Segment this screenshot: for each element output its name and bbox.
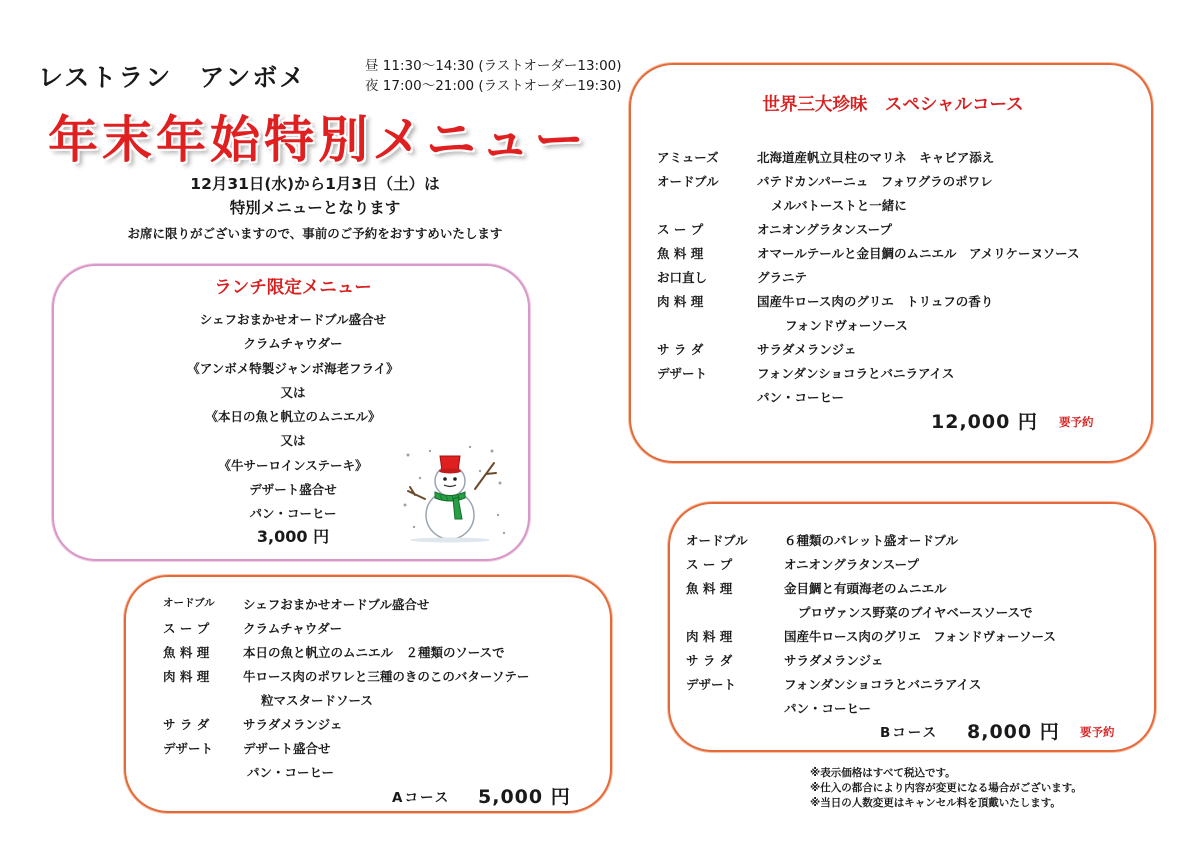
lunch-item: 《牛サーロインステーキ》 <box>218 457 368 473</box>
course-dish: シェフおまかせオードブル盛合せ <box>243 597 430 612</box>
course-dish: 粒マスタードソース <box>261 693 373 708</box>
intro-dates: 12月31日(水)から1月3日（土）は <box>190 175 440 193</box>
restaurant-name: レストラン アンボメ <box>38 63 307 92</box>
course-dish: パテドカンパーニュ フォワグラのポワレ <box>757 174 993 189</box>
course-category: お口直し <box>657 270 708 285</box>
course-category: オードブル <box>686 533 748 548</box>
lunch-price: 3,000 円 <box>256 527 330 546</box>
special-course-title: 世界三大珍味 スペシャルコース <box>762 95 1024 115</box>
course-dish: デザート盛合せ <box>243 741 331 756</box>
course-a-label: Aコース <box>392 790 451 806</box>
lunch-item: シェフおまかせオードブル盛合せ <box>199 312 387 327</box>
course-dish: 国産牛ロース肉のグリエ フォンドヴォーソース <box>784 629 1056 644</box>
course-dish: サラダメランジェ <box>243 717 343 732</box>
course-category: デザート <box>163 741 214 756</box>
special-course-price: 12,000 円 <box>931 411 1038 433</box>
business-hours <box>365 56 622 96</box>
lunch-item: デザート盛合せ <box>249 482 337 498</box>
snowman-illustration <box>400 443 510 547</box>
course-b-price: 8,000 円 <box>967 721 1060 743</box>
course-a-price: 5,000 円 <box>478 786 571 808</box>
course-category: 肉 料 理 <box>686 629 733 644</box>
hours-lunch: 昼 11:30〜14:30 (ラストオーダー13:00) <box>365 58 622 74</box>
intro-text <box>85 172 545 242</box>
lunch-item: 《アンボメ特製ジャンボ海老フライ》 <box>187 360 399 376</box>
course-category: デザート <box>686 677 737 692</box>
course-category: アミューズ <box>657 150 719 165</box>
reservation-required-badge: 要予約 <box>1059 415 1094 429</box>
footnote-cancellation: ※当日の人数変更はキャンセル料を頂戴いたします。 <box>810 797 1061 809</box>
footnote-tax: ※表示価格はすべて税込です。 <box>810 767 956 779</box>
course-dish: 牛ロース肉のポワレと三種のきのこのバターソテー <box>243 669 530 684</box>
course-category: オードブル <box>163 597 215 609</box>
course-category: ス ー プ <box>163 621 210 636</box>
lunch-menu-title: ランチ限定メニュー <box>214 278 372 298</box>
course-dish: パン・コーヒー <box>247 765 335 780</box>
course-dish: ６種類のパレット盛オードブル <box>784 533 959 548</box>
course-category: 肉 料 理 <box>163 669 210 684</box>
course-category: 肉 料 理 <box>657 294 704 309</box>
course-category: サ ラ ダ <box>686 653 733 668</box>
course-dish: クラムチャウダー <box>243 621 343 636</box>
lunch-item: パン・コーヒー <box>249 506 337 522</box>
course-dish: フォンドヴォーソース <box>785 318 908 333</box>
course-b-box <box>668 502 1156 752</box>
course-dish: 北海道産帆立貝柱のマリネ キャビア添え <box>757 150 995 165</box>
course-dish: 本日の魚と帆立のムニエル ２種類のソースで <box>243 645 505 660</box>
course-dish: グラニテ <box>757 270 808 285</box>
course-dish: オマールテールと金目鯛のムニエル アメリケーヌソース <box>757 246 1080 261</box>
intro-reservation-note: お席に限りがございますので、事前のご予約をおすすめいたします <box>127 226 503 241</box>
course-dish: パン・コーヒー <box>757 390 845 405</box>
lunch-item: クラムチャウダー <box>243 336 343 352</box>
course-b-label: Bコース <box>880 725 939 741</box>
course-dish: 国産牛ロース肉のグリエ トリュフの香り <box>757 294 994 309</box>
intro-special-notice: 特別メニューとなります <box>229 199 401 217</box>
course-category: 魚 料 理 <box>163 645 210 660</box>
course-category: ス ー プ <box>657 222 704 237</box>
lunch-item: 又は <box>280 384 306 400</box>
course-dish: パン・コーヒー <box>784 701 872 716</box>
course-dish: 金目鯛と有頭海老のムニエル <box>784 581 947 596</box>
footnotes <box>810 766 1082 811</box>
course-a-box <box>124 575 612 813</box>
course-category: サ ラ ダ <box>657 342 704 357</box>
course-dish: オニオングラタンスープ <box>784 557 920 572</box>
course-dish: フォンダンショコラとバニラアイス <box>757 366 955 381</box>
course-dish: フォンダンショコラとバニラアイス <box>784 677 982 692</box>
course-category: デザート <box>657 366 708 381</box>
page-title: 年末年始特別メニュー <box>48 111 588 169</box>
lunch-item: 又は <box>280 433 306 449</box>
reservation-required-badge: 要予約 <box>1080 725 1115 739</box>
hours-dinner: 夜 17:00〜21:00 (ラストオーダー19:30) <box>365 78 622 94</box>
course-dish: メルバトーストと一緒に <box>771 198 907 213</box>
lunch-item: 《本日の魚と帆立のムニエル》 <box>205 409 381 425</box>
course-category: ス ー プ <box>686 557 733 572</box>
footnote-content-change: ※仕入の都合により内容が変更になる場合がございます。 <box>810 782 1082 794</box>
course-dish: サラダメランジェ <box>784 653 884 668</box>
course-dish: サラダメランジェ <box>757 342 857 357</box>
course-dish: オニオングラタンスープ <box>757 222 893 237</box>
special-course-box <box>629 63 1153 463</box>
course-category: サ ラ ダ <box>163 717 210 732</box>
course-category: 魚 料 理 <box>686 581 733 596</box>
course-category: 魚 料 理 <box>657 246 704 261</box>
course-dish: プロヴァンス野菜のブイヤベースソースで <box>798 605 1033 620</box>
course-category: オードブル <box>657 174 719 189</box>
